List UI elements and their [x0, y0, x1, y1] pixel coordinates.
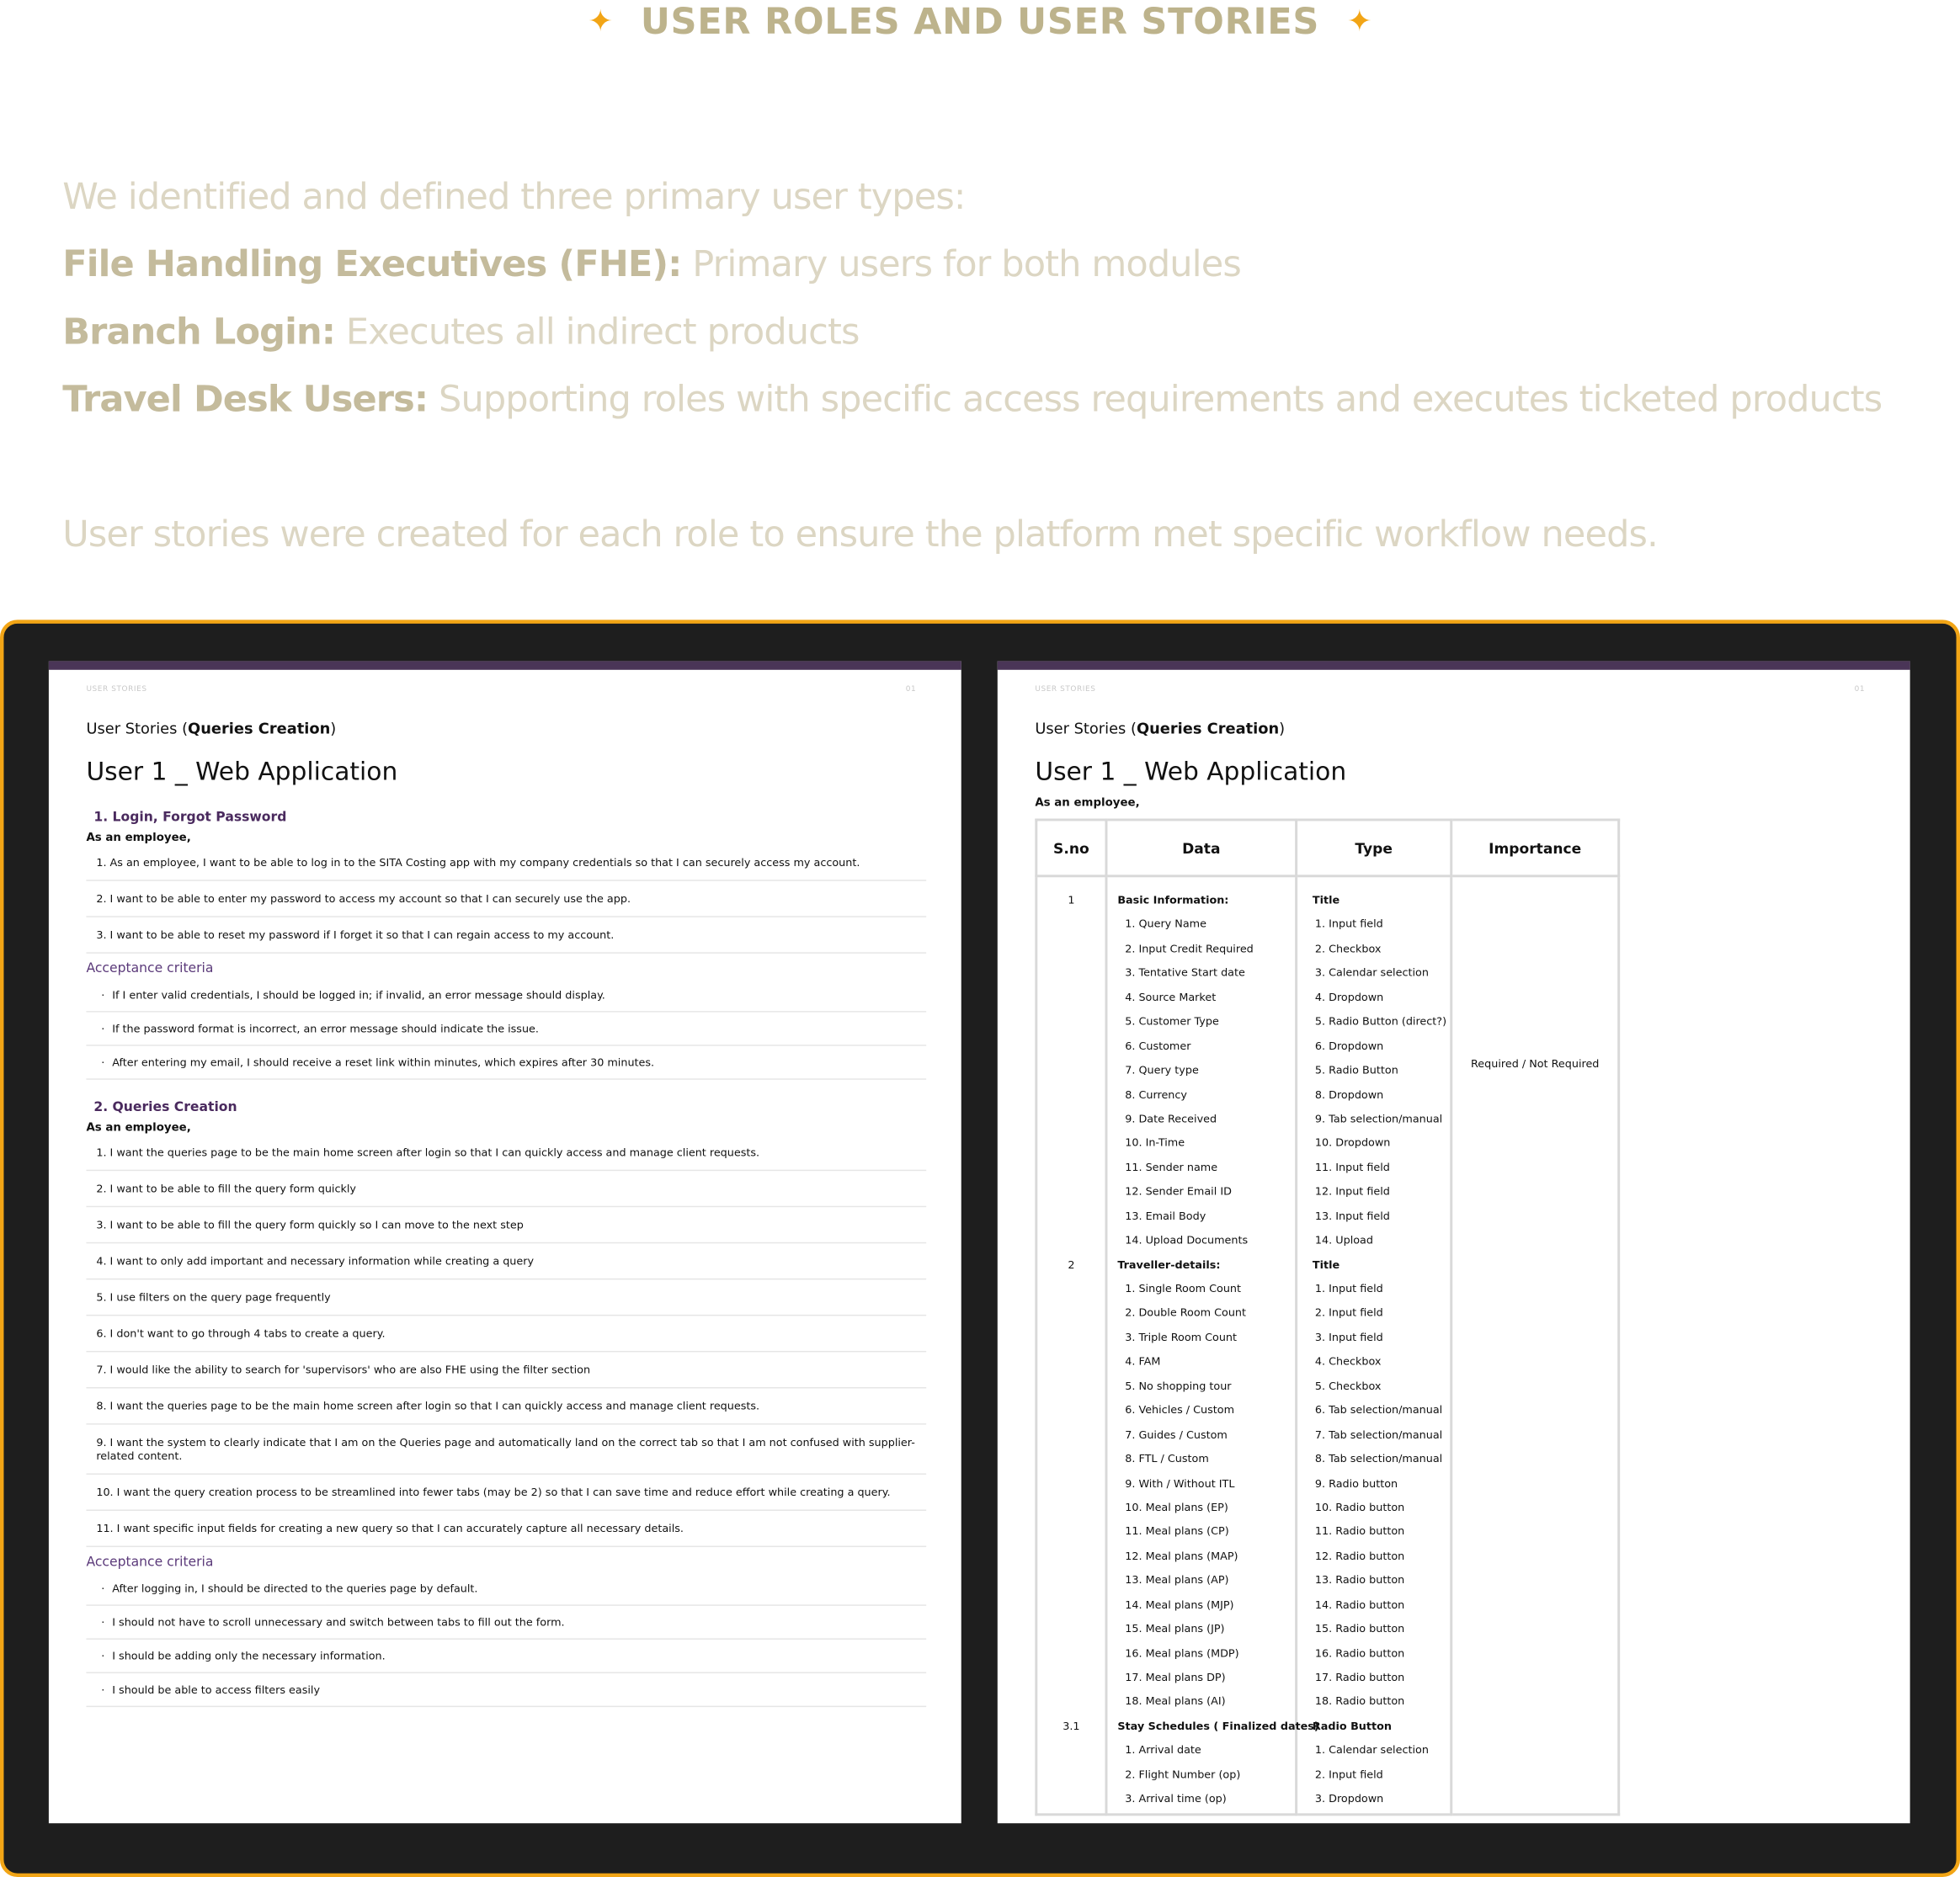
- criteria-list-queries: [86, 1572, 926, 1707]
- type-value: Radio Button: [1312, 1720, 1392, 1734]
- fields-table: [1035, 818, 1620, 1815]
- type-value: 1. Input field: [1314, 1283, 1383, 1296]
- data-value: 4. FAM: [1125, 1356, 1161, 1369]
- column-header-sno: S.no: [1036, 820, 1106, 876]
- data-value: 14. Upload Documents: [1125, 1235, 1249, 1247]
- story-list-queries: [86, 1135, 926, 1547]
- intro-line: We identified and defined three primary user types:: [62, 174, 966, 218]
- story-item: 1. I want the queries page to be the main home screen after login so that I can quickly access and manage client requests.: [86, 1135, 926, 1171]
- doc-title: User 1 _ Web Application: [86, 756, 398, 786]
- doc-subheading: [86, 720, 336, 737]
- role-desc: Primary users for both modules: [681, 242, 1241, 285]
- type-value: 3. Dropdown: [1314, 1793, 1384, 1806]
- as-employee-label: As an employee,: [86, 1122, 191, 1135]
- sno-value: [1037, 938, 1105, 963]
- criteria-list-login: [86, 979, 926, 1080]
- sno-value: [1037, 1424, 1105, 1449]
- type-value: 14. Radio button: [1314, 1598, 1405, 1612]
- data-value: Basic Information:: [1117, 895, 1229, 907]
- role-lead: Travel Desk Users:: [62, 377, 429, 420]
- sno-value: [1037, 1303, 1105, 1327]
- role-lead: File Handling Executives (FHE):: [62, 242, 682, 285]
- sno-value: 1: [1068, 895, 1075, 907]
- data-value: Stay Schedules ( Finalized dates): [1117, 1720, 1319, 1734]
- data-value: 9. With / Without ITL: [1125, 1477, 1235, 1491]
- sno-value: [1037, 914, 1105, 938]
- type-value: 8. Dropdown: [1314, 1088, 1384, 1102]
- acceptance-criteria-title: Acceptance criteria: [86, 1554, 214, 1570]
- doc-subheading: [1035, 720, 1285, 737]
- data-value: 1. Query Name: [1125, 918, 1206, 932]
- type-value: 15. Radio button: [1314, 1623, 1405, 1636]
- subhead-prefix: User Stories (: [86, 720, 189, 737]
- type-value: 10. Dropdown: [1314, 1137, 1391, 1151]
- story-item: 5. I use filters on the query page frequently: [86, 1279, 926, 1316]
- story-item: 8. I want the queries page to be the main home screen after login so that I can quickly access and manage client requests.: [86, 1389, 926, 1425]
- sno-value: [1037, 1740, 1105, 1764]
- criteria-item: · After entering my email, I should receive a reset link within minutes, which expires after 30 minutes.: [86, 1046, 926, 1080]
- sno-value: [1037, 1619, 1105, 1643]
- data-value: 18. Meal plans (AI): [1125, 1696, 1226, 1710]
- role-lead: Branch Login:: [62, 310, 336, 353]
- sno-value: [1037, 1594, 1105, 1619]
- sno-value: [1037, 1449, 1105, 1473]
- sno-value: [1037, 1205, 1105, 1230]
- section-title: 2. Queries Creation: [93, 1099, 237, 1115]
- data-value: 1. Single Room Count: [1125, 1283, 1242, 1296]
- story-item: 2. I want to be able to fill the query form quickly: [86, 1171, 926, 1207]
- type-value: 13. Input field: [1314, 1210, 1390, 1224]
- sno-value: [1037, 1497, 1105, 1522]
- running-header: [1035, 685, 1865, 694]
- sno-value: [1037, 1400, 1105, 1424]
- data-value: 12. Meal plans (MAP): [1125, 1550, 1238, 1564]
- data-value: 17. Meal plans DP): [1125, 1672, 1226, 1685]
- criteria-item: · After logging in, I should be directed to the queries page by default.: [86, 1572, 926, 1606]
- subhead-suffix: ): [330, 720, 337, 737]
- story-item: 10. I want the query creation process to be streamlined into fewer tabs (may be 2) so that I can save time and reduce effort while creating a query.: [86, 1475, 926, 1511]
- star-icon-right: ✦: [1346, 3, 1372, 40]
- criteria-item: · I should be adding only the necessary information.: [86, 1640, 926, 1673]
- data-value: 3. Triple Room Count: [1125, 1332, 1238, 1345]
- sno-value: [1037, 1691, 1105, 1715]
- type-value: 14. Upload: [1314, 1235, 1373, 1247]
- stories-flow: [86, 805, 926, 1707]
- sno-value: [1037, 1643, 1105, 1667]
- type-value: 4. Checkbox: [1314, 1356, 1382, 1369]
- section-title: 1. Login, Forgot Password: [93, 810, 287, 825]
- sno-value: [1037, 1060, 1105, 1084]
- as-employee-label: As an employee,: [86, 832, 191, 845]
- data-value: 2. Double Room Count: [1125, 1307, 1247, 1321]
- type-value: 16. Radio button: [1314, 1647, 1405, 1661]
- importance-value: Required / Not Required: [1471, 1058, 1600, 1071]
- data-value: 6. Vehicles / Custom: [1125, 1405, 1235, 1417]
- data-value: 5. No shopping tour: [1125, 1380, 1232, 1394]
- role-fhe: [62, 237, 1912, 305]
- sno-value: [1037, 1764, 1105, 1789]
- data-value: 9. Date Received: [1125, 1113, 1217, 1126]
- role-branch: [62, 305, 1912, 372]
- criteria-item: · I should be able to access filters easily: [86, 1673, 926, 1707]
- type-value: 7. Tab selection/manual: [1314, 1428, 1443, 1442]
- type-value: 5. Radio Button (direct?): [1314, 1016, 1447, 1029]
- data-value: 3. Tentative Start date: [1125, 967, 1245, 981]
- type-value: Title: [1312, 895, 1340, 907]
- subhead-bold: Queries Creation: [1136, 720, 1280, 737]
- doc-title: User 1 _ Web Application: [1035, 756, 1347, 786]
- intro-closing: User stories were created for each role to ensure the platform met specific workflow needs.: [62, 512, 1658, 556]
- type-value: 12. Radio button: [1314, 1550, 1405, 1564]
- type-value: 2. Checkbox: [1314, 943, 1382, 956]
- sno-value: [1037, 1667, 1105, 1692]
- type-value: 3. Calendar selection: [1314, 967, 1429, 981]
- type-cell: [1297, 876, 1451, 1814]
- type-value: 18. Radio button: [1314, 1696, 1405, 1710]
- user-stories-page-right: [998, 661, 1910, 1823]
- sno-value: 2: [1068, 1258, 1075, 1272]
- sno-value: [1037, 1570, 1105, 1594]
- data-value: 7. Guides / Custom: [1125, 1428, 1228, 1442]
- data-value: 13. Meal plans (AP): [1125, 1575, 1229, 1587]
- role-desc: Supporting roles with specific access requirements and executes ticketed products: [428, 377, 1883, 420]
- sno-cell: [1036, 876, 1106, 1814]
- page-title: USER ROLES AND USER STORIES: [640, 0, 1320, 43]
- data-value: 15. Meal plans (JP): [1125, 1623, 1225, 1636]
- data-value: 10. In-Time: [1125, 1137, 1185, 1151]
- data-value: 14. Meal plans (MJP): [1125, 1598, 1234, 1612]
- story-item: 4. I want to only add important and necessary information while creating a query: [86, 1243, 926, 1279]
- type-value: 8. Tab selection/manual: [1314, 1453, 1443, 1466]
- as-employee-label: As an employee,: [1035, 797, 1140, 811]
- data-value: 16. Meal plans (MDP): [1125, 1647, 1239, 1661]
- fields-table-wrap: [1035, 818, 1617, 1815]
- table-row: [1036, 876, 1619, 1814]
- sno-value: [1037, 1109, 1105, 1133]
- story-item: 3. I want to be able to reset my password if I forget it so that I can regain access to my account.: [86, 917, 926, 954]
- page-number: 01: [905, 684, 917, 694]
- data-cell: [1106, 876, 1319, 1814]
- data-value: 2. Input Credit Required: [1125, 943, 1254, 956]
- story-item: 6. I don't want to go through 4 tabs to create a query.: [86, 1316, 926, 1352]
- subhead-bold: Queries Creation: [188, 720, 331, 737]
- table-header-row: [1036, 820, 1619, 876]
- data-value: 11. Sender name: [1125, 1162, 1218, 1175]
- type-value: 1. Input field: [1314, 918, 1383, 932]
- running-header-label: USER STORIES: [86, 684, 147, 694]
- type-value: 6. Tab selection/manual: [1314, 1405, 1443, 1417]
- story-item: 3. I want to be able to fill the query form quickly so I can move to the next step: [86, 1207, 926, 1243]
- type-value: 13. Radio button: [1314, 1575, 1405, 1587]
- subhead-prefix: User Stories (: [1035, 720, 1137, 737]
- type-value: 10. Radio button: [1314, 1502, 1405, 1515]
- sno-value: [1037, 1327, 1105, 1352]
- sno-value: [1037, 1181, 1105, 1205]
- data-value: 11. Meal plans (CP): [1125, 1526, 1229, 1539]
- story-item: 2. I want to be able to enter my password to access my account so that I can securely use the app.: [86, 881, 926, 917]
- page-number: 01: [1854, 684, 1866, 694]
- type-value: 5. Radio Button: [1314, 1065, 1398, 1077]
- criteria-item: · If the password format is incorrect, an error message should indicate the issue.: [86, 1013, 926, 1046]
- role-desc: Executes all indirect products: [335, 310, 860, 353]
- type-value: 5. Checkbox: [1314, 1380, 1382, 1394]
- sno-value: [1037, 1084, 1105, 1109]
- type-value: 6. Dropdown: [1314, 1040, 1384, 1054]
- data-value: 13. Email Body: [1125, 1210, 1206, 1224]
- data-value: 1. Arrival date: [1125, 1745, 1201, 1757]
- type-value: 17. Radio button: [1314, 1672, 1405, 1685]
- story-item: 11. I want specific input fields for creating a new query so that I can accurately capture all necessary details.: [86, 1511, 926, 1547]
- sno-value: [1037, 1279, 1105, 1303]
- page-heading: [0, 0, 1960, 42]
- sno-value: [1037, 1473, 1105, 1497]
- type-value: 1. Calendar selection: [1314, 1745, 1429, 1757]
- sno-value: [1037, 1230, 1105, 1254]
- star-icon-left: ✦: [588, 3, 614, 40]
- data-value: 5. Customer Type: [1125, 1016, 1219, 1029]
- criteria-item: · If I enter valid credentials, I should be logged in; if invalid, an error message should display.: [86, 979, 926, 1013]
- type-value: 9. Tab selection/manual: [1314, 1113, 1443, 1126]
- story-item: 9. I want the system to clearly indicate that I am on the Queries page and automatically land on the correct tab so that I am not confused with supplier-related content.: [86, 1425, 926, 1475]
- intro-text: [62, 170, 1912, 575]
- running-header-label: USER STORIES: [1035, 684, 1096, 694]
- type-value: 11. Input field: [1314, 1162, 1390, 1175]
- type-value: 3. Input field: [1314, 1332, 1383, 1345]
- sno-value: [1037, 1545, 1105, 1570]
- acceptance-criteria-title: Acceptance criteria: [86, 960, 214, 976]
- data-value: 6. Customer: [1125, 1040, 1191, 1054]
- sno-value: 3.1: [1063, 1720, 1080, 1734]
- data-value: 10. Meal plans (EP): [1125, 1502, 1228, 1515]
- importance-cell: [1451, 876, 1619, 1814]
- data-value: 4. Source Market: [1125, 992, 1217, 1005]
- data-value: 12. Sender Email ID: [1125, 1186, 1232, 1199]
- column-header-importance: Importance: [1451, 820, 1619, 876]
- data-value: 3. Arrival time (op): [1125, 1793, 1227, 1806]
- data-value: 2. Flight Number (op): [1125, 1768, 1241, 1782]
- story-list-login: [86, 845, 926, 954]
- sno-value: [1037, 1035, 1105, 1060]
- sno-value: [1037, 1133, 1105, 1157]
- role-travel-desk: [62, 372, 1912, 439]
- data-value: 7. Query type: [1125, 1065, 1199, 1077]
- criteria-item: · I should not have to scroll unnecessary and switch between tabs to fill out the form.: [86, 1606, 926, 1640]
- story-item: 7. I would like the ability to search for 'supervisors' who are also FHE using the filter section: [86, 1352, 926, 1388]
- sno-value: [1037, 1521, 1105, 1545]
- running-header: [86, 685, 916, 694]
- sno-value: [1037, 1351, 1105, 1375]
- type-value: 11. Radio button: [1314, 1526, 1405, 1539]
- type-value: 2. Input field: [1314, 1768, 1383, 1782]
- data-value: 8. FTL / Custom: [1125, 1453, 1209, 1466]
- sno-value: [1037, 1157, 1105, 1182]
- type-value: 9. Radio button: [1314, 1477, 1398, 1491]
- type-value: Title: [1312, 1258, 1340, 1272]
- sno-value: [1037, 1375, 1105, 1400]
- sno-value: [1037, 1789, 1105, 1813]
- column-header-type: Type: [1297, 820, 1451, 876]
- document-preview-frame: [0, 619, 1960, 1877]
- type-value: 12. Input field: [1314, 1186, 1390, 1199]
- data-value: Traveller-details:: [1117, 1258, 1221, 1272]
- column-header-data: Data: [1106, 820, 1297, 876]
- user-stories-page-left: [49, 661, 961, 1823]
- type-value: 2. Input field: [1314, 1307, 1383, 1321]
- type-value: 4. Dropdown: [1314, 992, 1384, 1005]
- sno-value: [1037, 963, 1105, 987]
- sno-value: [1037, 987, 1105, 1012]
- data-value: 8. Currency: [1125, 1088, 1187, 1102]
- subhead-suffix: ): [1279, 720, 1286, 737]
- story-item: 1. As an employee, I want to be able to log in to the SITA Costing app with my company credentials so that I can securely access my account.: [86, 845, 926, 881]
- sno-value: [1037, 1011, 1105, 1035]
